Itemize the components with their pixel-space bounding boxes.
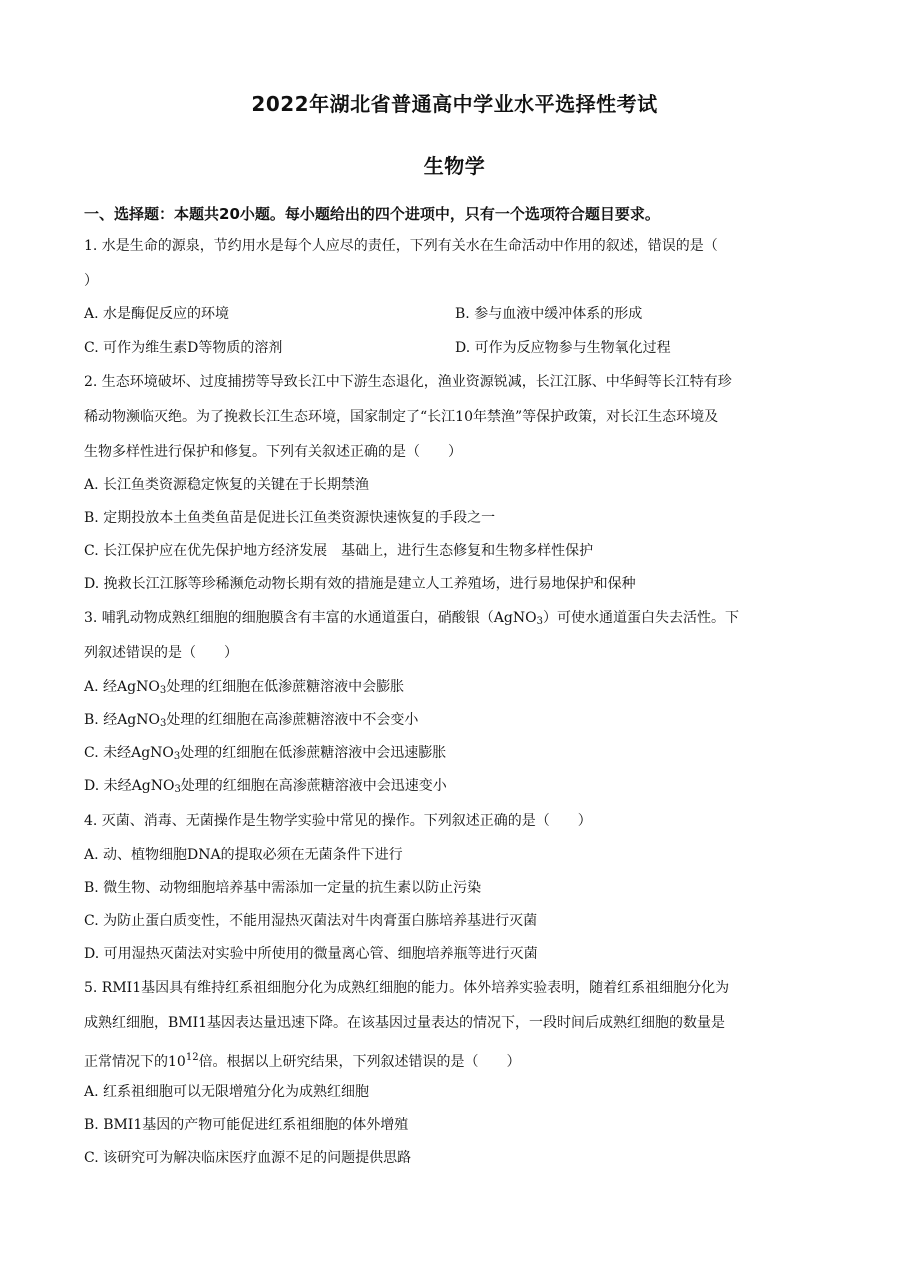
q1-option-b: B. 参与血液中缓冲体系的形成 bbox=[455, 306, 643, 322]
q4-stem: 4. 灭菌、消毒、无菌操作是生物学实验中常见的操作。下列叙述正确的是（ ） bbox=[84, 813, 592, 829]
q2-stem-line3: 生物多样性进行保护和修复。下列有关叙述正确的是（ ） bbox=[84, 444, 462, 460]
section-heading: 一、选择题：本题共20小题。每小题给出的四个进项中，只有一个选项符合题目要求。 bbox=[84, 205, 660, 223]
q5-option-b: B. BMI1基因的产物可能促进红系祖细胞的体外增殖 bbox=[84, 1117, 409, 1133]
q2-option-c: C. 长江保护应在优先保护地方经济发展 基础上，进行生态修复和生物多样性保护 bbox=[84, 543, 594, 559]
subject-title: 生物学 bbox=[423, 154, 486, 178]
q2-option-a: A. 长江鱼类资源稳定恢复的关键在于长期禁渔 bbox=[84, 477, 370, 493]
q4-option-c: C. 为防止蛋白质变性，不能用湿热灭菌法对牛肉膏蛋白胨培养基进行灭菌 bbox=[84, 913, 538, 929]
q3-option-b: B. 经AgNO$_3$处理的红细胞在高渗蔗糖溶液中不会变小 bbox=[84, 712, 419, 729]
q2-stem-line2: 稀动物濒临灭绝。为了挽救长江生态环境，国家制定了“长江10年禁渔”等保护政策，对长江生态环境及 bbox=[84, 409, 719, 425]
q2-option-d: D. 挽救长江江豚等珍稀濒危动物长期有效的措施是建立人工养殖场，进行易地保护和保种 bbox=[84, 576, 636, 592]
q5-option-a: A. 红系祖细胞可以无限增殖分化为成熟红细胞 bbox=[84, 1084, 370, 1100]
q1-option-a: A. 水是酶促反应的环境 bbox=[84, 306, 230, 322]
q4-option-b: B. 微生物、动物细胞培养基中需添加一定量的抗生素以防止污染 bbox=[84, 880, 482, 896]
q3-option-a: A. 经AgNO$_3$处理的红细胞在低渗蔗糖溶液中会膨胀 bbox=[84, 679, 405, 696]
q5-option-c: C. 该研究可为解决临床医疗血源不足的问题提供思路 bbox=[84, 1150, 412, 1166]
q4-option-a: A. 动、植物细胞DNA的提取必须在无菌条件下进行 bbox=[84, 847, 403, 863]
q2-stem-line1: 2. 生态环境破坏、过度捕捞等导致长江中下游生态退化，渔业资源锐减，长江江豚、中华鲟等长江特有珍 bbox=[84, 374, 732, 390]
q3-option-d: D. 未经AgNO$_3$处理的红细胞在高渗蔗糖溶液中会迅速变小 bbox=[84, 778, 447, 795]
q5-stem-line1: 5. RMI1基因具有维持红系祖细胞分化为成熟红细胞的能力。体外培养实验表明，随着红系祖细胞分化为 bbox=[84, 980, 730, 996]
q3-option-c: C. 未经AgNO$_3$处理的红细胞在低渗蔗糖溶液中会迅速膨胀 bbox=[84, 745, 447, 762]
q1-option-d: D. 可作为反应物参与生物氧化过程 bbox=[455, 340, 671, 356]
q3-stem-line2: 列叙述错误的是（ ） bbox=[84, 645, 238, 661]
q3-stem-line1: 3. 哺乳动物成熟红细胞的细胞膜含有丰富的水通道蛋白，硝酸银（AgNO$_3$）可使水通道蛋白失去活性。下 bbox=[84, 610, 739, 627]
q4-option-d: D. 可用湿热灭菌法对实验中所使用的微量离心管、细胞培养瓶等进行灭菌 bbox=[84, 946, 538, 962]
exam-title: 2022年湖北省普通高中学业水平选择性考试 bbox=[251, 92, 658, 116]
q5-stem-line2: 成熟红细胞，BMI1基因表达量迅速下降。在该基因过量表达的情况下，一段时间后成熟红细胞的数量是 bbox=[84, 1015, 726, 1031]
q1-option-c: C. 可作为维生素D等物质的溶剂 bbox=[84, 340, 283, 356]
q1-stem-line2: ） bbox=[84, 273, 98, 289]
q2-option-b: B. 定期投放本土鱼类鱼苗是促进长江鱼类资源快速恢复的手段之一 bbox=[84, 510, 496, 526]
q1-stem-line1: 1. 水是生命的源泉，节约用水是每个人应尽的责任，下列有关水在生命活动中作用的叙述，错误的是（ bbox=[84, 238, 718, 254]
q5-stem-line3: 正常情况下的$10^{12}$倍。根据以上研究结果，下列叙述错误的是（ ） bbox=[84, 1052, 521, 1070]
